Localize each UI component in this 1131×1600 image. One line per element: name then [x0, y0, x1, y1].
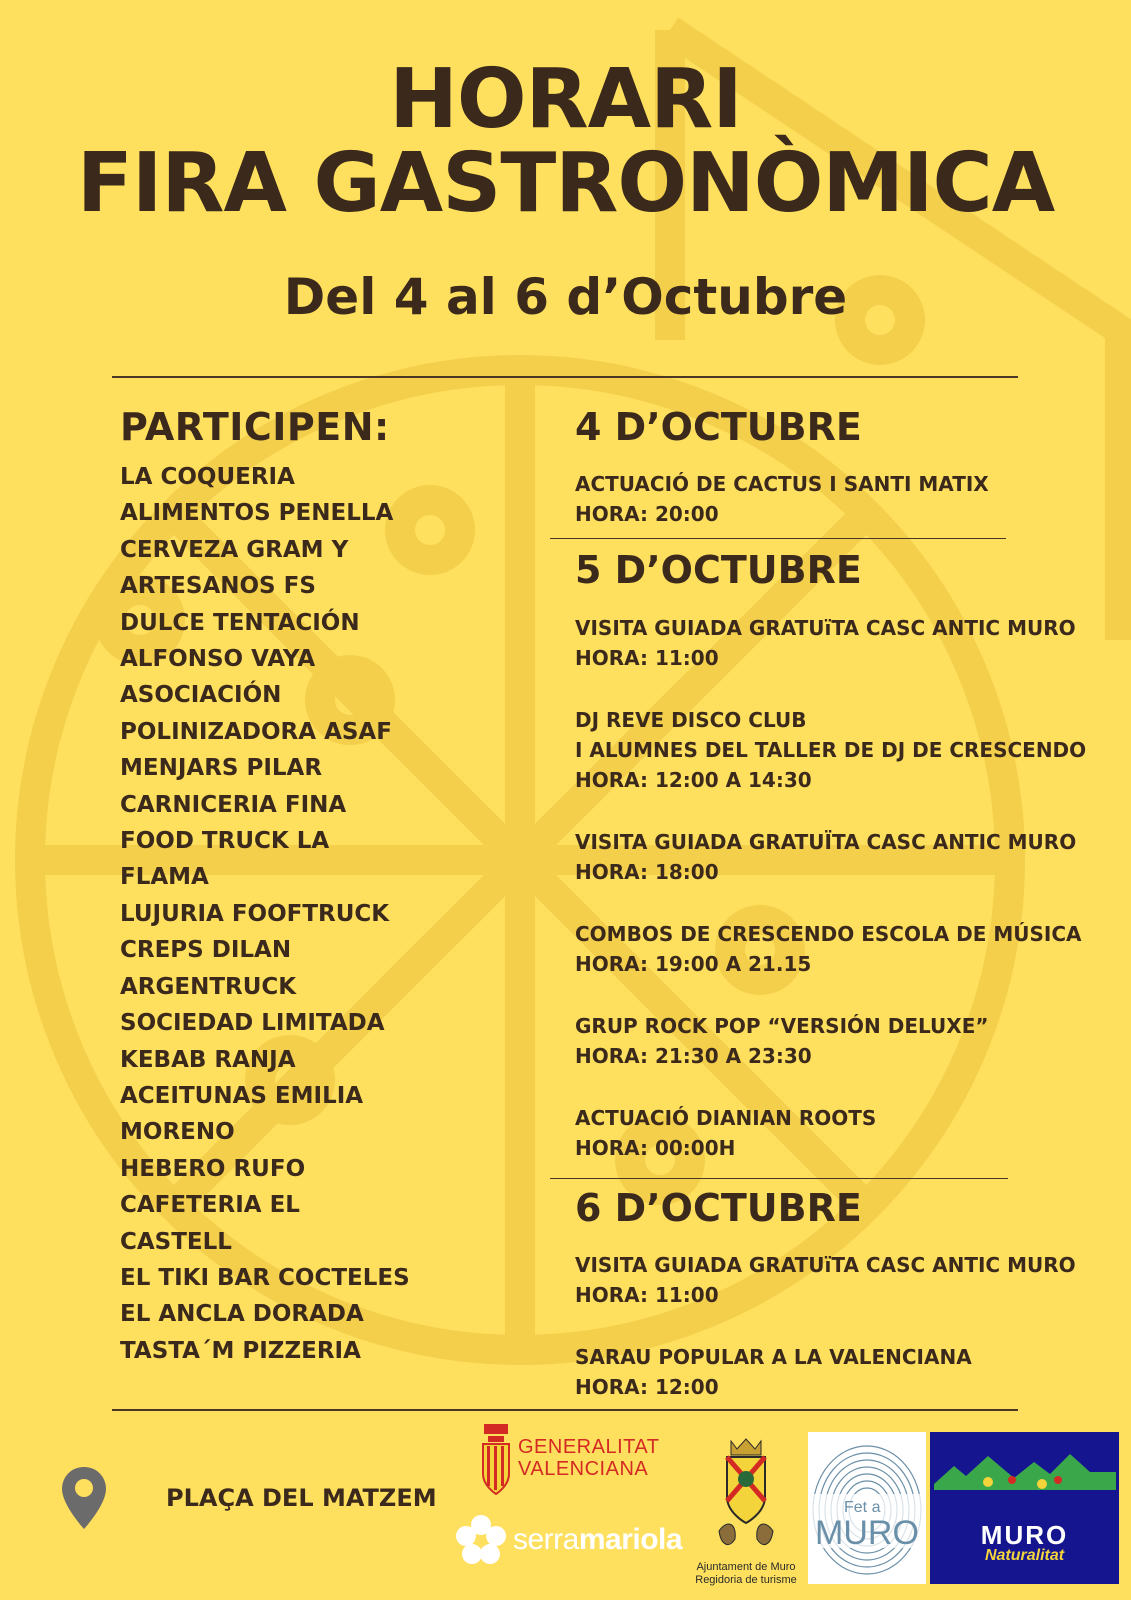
participant-item: ARGENTRUCK — [120, 973, 297, 1000]
serra-mariola-logo — [455, 1510, 685, 1570]
ajuntament-line-1: Ajuntament de Muro — [696, 1561, 796, 1573]
top-divider — [112, 376, 1018, 378]
generalitat-valenciana-logo — [480, 1422, 670, 1500]
participant-item: KEBAB RANJA — [120, 1046, 296, 1073]
page-title — [0, 52, 1131, 231]
participant-item: FOOD TRUCK LA — [120, 828, 330, 855]
event-visita-guiada-3 — [575, 1250, 1076, 1310]
participant-item: EL ANCLA DORADA — [120, 1301, 364, 1328]
participant-item: ARTESANOS FS — [120, 573, 316, 600]
muro-coat-of-arms-icon — [713, 1435, 779, 1555]
title-line-2: FIRA GASTRONÒMICA — [76, 136, 1055, 231]
event-dj-reve — [575, 705, 1086, 795]
ajuntament-muro-logo — [686, 1435, 806, 1595]
event-time: HORA: 21:30 A 23:30 — [575, 1044, 812, 1068]
muro-naturalitat-logo — [930, 1432, 1119, 1584]
event-time: HORA: 18:00 — [575, 860, 719, 884]
event-time: HORA: 19:00 A 21.15 — [575, 952, 812, 976]
map-pin-icon — [60, 1465, 108, 1531]
nat-line-1: MURO — [980, 1520, 1069, 1550]
participant-item: TASTA´M PIZZERIA — [120, 1337, 361, 1364]
participant-item: CAFETERIA EL — [120, 1192, 300, 1219]
event-time: HORA: 11:00 — [575, 1283, 719, 1307]
serra-mariola-text: serramariola — [513, 1523, 683, 1556]
bottom-divider — [112, 1409, 1018, 1411]
participant-item: CREPS DILAN — [120, 937, 292, 964]
flower-icon — [455, 1514, 507, 1566]
event-cactus-santi-matix — [575, 469, 989, 529]
event-time: HORA: 12:00 — [575, 1375, 719, 1399]
event-time: HORA: 20:00 — [575, 502, 719, 526]
participant-item: LA COQUERIA — [120, 464, 295, 490]
location-name: PLAÇA DEL MATZEM — [166, 1484, 437, 1512]
event-time: HORA: 12:00 A 14:30 — [575, 768, 812, 792]
event-visita-guiada-1 — [575, 613, 1076, 673]
event-sarau-popular — [575, 1342, 972, 1402]
event-dianian-roots — [575, 1103, 876, 1163]
nat-line-2: Naturalitat — [984, 1547, 1065, 1564]
participant-item: HEBERO RUFO — [120, 1155, 306, 1182]
gv-crest-icon — [480, 1422, 512, 1498]
participant-item: MORENO — [120, 1119, 235, 1146]
event-time: HORA: 00:00H — [575, 1136, 736, 1160]
gv-line-1: GENERALITAT — [518, 1436, 660, 1458]
title-line-1: HORARI — [389, 52, 742, 147]
participant-item: CASTELL — [120, 1228, 232, 1255]
participant-item: ASOCIACIÓN — [120, 682, 282, 709]
day-title-5-october: 5 D’OCTUBRE — [575, 548, 862, 592]
fet-a-muro-logo — [808, 1432, 926, 1584]
participant-item: EL TIKI BAR COCTELES — [120, 1264, 410, 1291]
fingerprint-icon — [808, 1432, 926, 1584]
event-name: DJ REVE DISCO CLUB — [575, 708, 807, 732]
fet-line-1: Fet a — [844, 1499, 881, 1516]
event-grup-rock-pop — [575, 1011, 989, 1071]
event-visita-guiada-2 — [575, 827, 1076, 887]
participant-item: SOCIEDAD LIMITADA — [120, 1010, 385, 1037]
event-name-2: I ALUMNES DEL TALLER DE DJ DE CRESCENDO — [575, 738, 1087, 762]
participant-item: DULCE TENTACIÓN — [120, 609, 360, 636]
fet-line-2: MURO — [815, 1514, 919, 1552]
event-name: ACTUACIÓ DIANIAN ROOTS — [575, 1106, 877, 1130]
participant-item: ALIMENTOS PENELLA — [120, 500, 394, 527]
day1-divider — [550, 538, 1006, 539]
participant-item: ALFONSO VAYA — [120, 646, 316, 673]
event-name: VISITA GUIADA GRATUïTA CASC ANTIC MURO — [575, 1253, 1076, 1277]
location — [60, 1465, 437, 1531]
participants-heading: PARTICIPEN: — [120, 405, 390, 449]
ajuntament-line-2: Regidoria de turisme — [695, 1574, 797, 1586]
participant-item: CARNICERIA FINA — [120, 791, 347, 818]
event-name: SARAU POPULAR A LA VALENCIANA — [575, 1345, 972, 1369]
participant-item: ACEITUNAS EMILIA — [120, 1082, 364, 1109]
date-subtitle: Del 4 al 6 d’Octubre — [283, 268, 848, 326]
participant-item: FLAMA — [120, 864, 209, 891]
event-name: GRUP ROCK POP “VERSIÓN DELUXE” — [575, 1014, 989, 1038]
event-combos-crescendo — [575, 919, 1082, 979]
participant-item: MENJARS PILAR — [120, 755, 323, 782]
participant-items — [120, 459, 540, 1369]
participant-item: LUJURIA FOOFTRUCK — [120, 900, 390, 927]
day2-divider — [550, 1178, 1008, 1179]
gv-line-2: VALENCIANA — [518, 1458, 649, 1480]
event-name: ACTUACIÓ DE CACTUS I SANTI MATIX — [575, 472, 989, 496]
participants-list — [120, 405, 540, 1369]
participant-item: CERVEZA GRAM Y — [120, 536, 349, 563]
event-time: HORA: 11:00 — [575, 646, 719, 670]
event-name: VISITA GUIADA GRATUïTA CASC ANTIC MURO — [575, 616, 1076, 640]
mountains-icon — [930, 1432, 1119, 1522]
event-name: VISITA GUIADA GRATUÏTA CASC ANTIC MURO — [575, 830, 1077, 854]
participant-item: POLINIZADORA ASAF — [120, 718, 392, 745]
event-name: COMBOS DE CRESCENDO ESCOLA DE MÚSICA — [575, 922, 1082, 946]
day-title-6-october: 6 D’OCTUBRE — [575, 1186, 862, 1230]
day-title-4-october: 4 D’OCTUBRE — [575, 405, 862, 449]
